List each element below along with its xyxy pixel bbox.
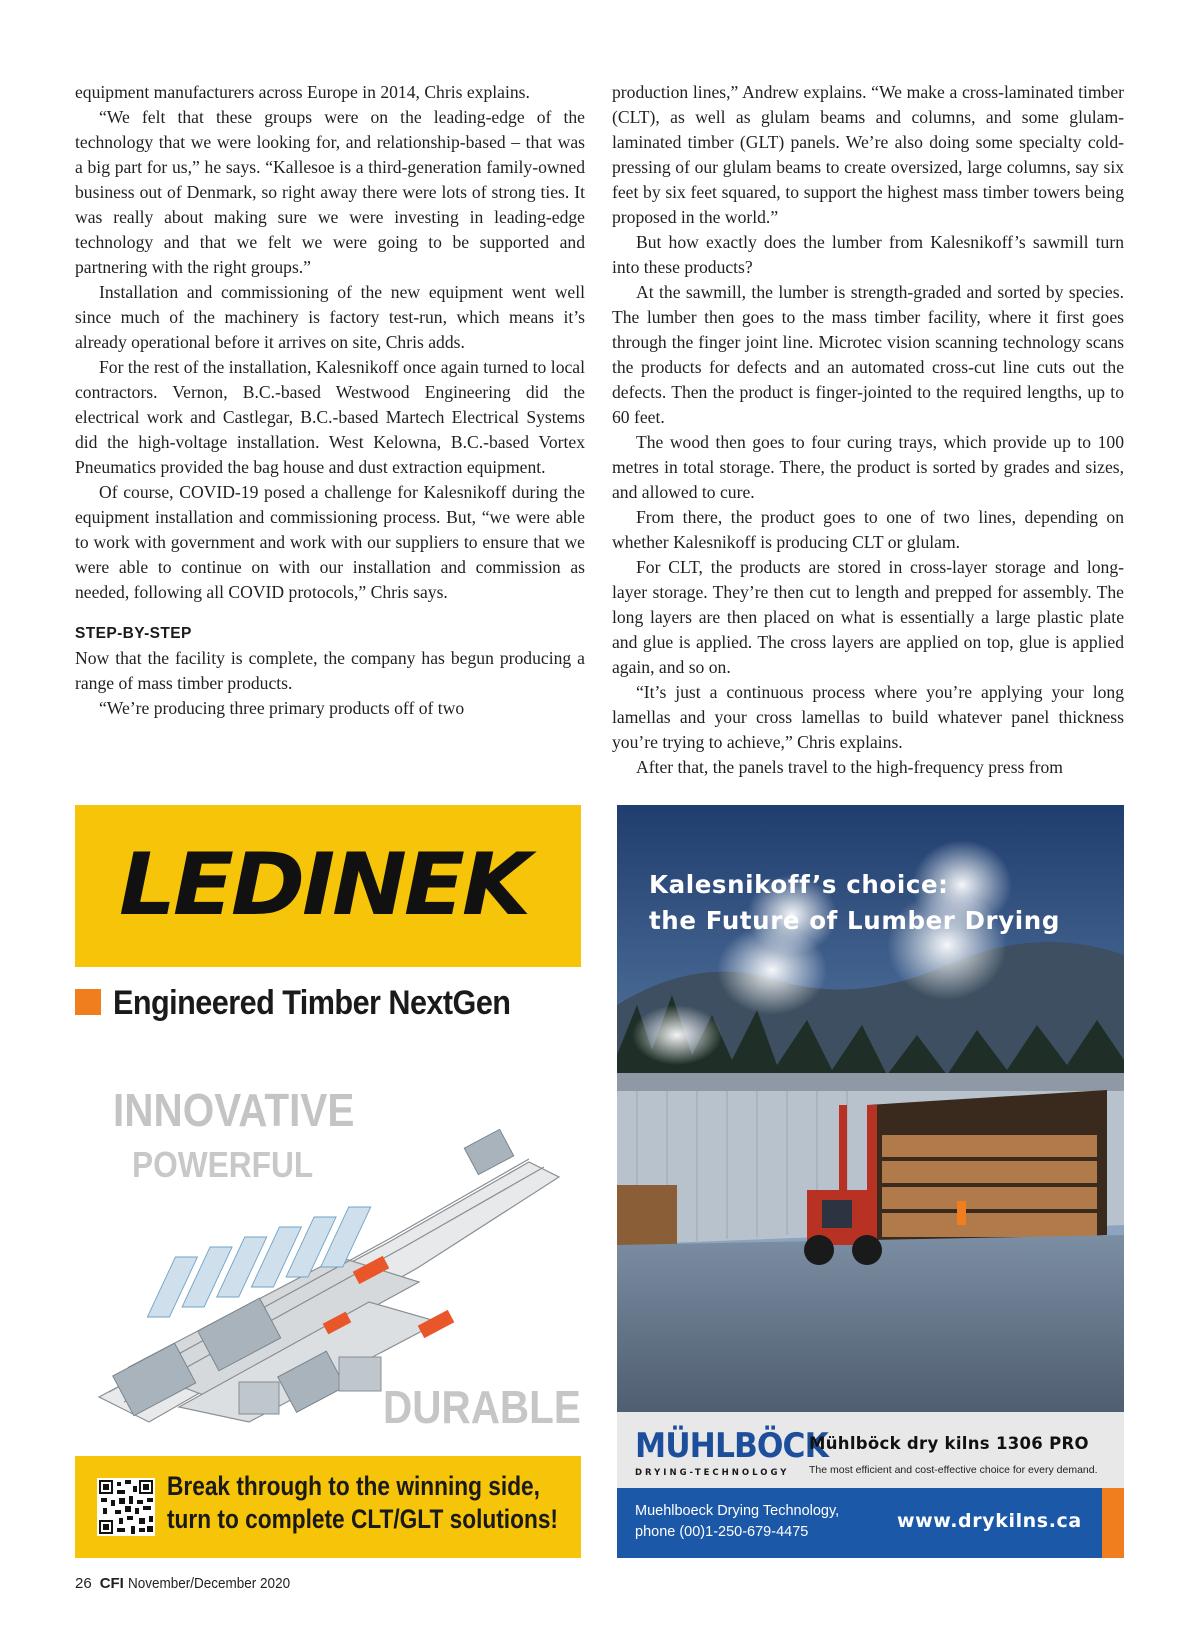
page-number: 26	[75, 1575, 92, 1592]
muhlbock-product-name: Mühlböck dry kilns 1306 PRO	[809, 1434, 1089, 1453]
section-subhead: STEP-BY-STEP	[75, 625, 192, 642]
paragraph: “It’s just a continuous process where you’re applying your long lamellas and your cross lamellas to build whatever panel thickness you’re trying to achieve,” Chris explains.	[612, 682, 1124, 752]
paragraph: Now that the facility is complete, the company has begun producing a range of mass timber products.	[75, 648, 585, 693]
word-powerful: POWERFUL	[132, 1144, 314, 1185]
article-column-left	[75, 80, 585, 721]
muhlbock-product-description: The most efficient and cost-effective choice for every demand.	[809, 1464, 1098, 1476]
muhlbock-product-band	[617, 1412, 1124, 1488]
paragraph: The wood then goes to four curing trays, which provide up to 100 metres in total storage. There, the product is sorted by grades and sizes, and allowed to cure.	[612, 432, 1124, 502]
paragraph: “We’re producing three primary products off of two	[99, 698, 465, 718]
article-column-right	[612, 80, 1124, 780]
paragraph: “We felt that these groups were on the leading-edge of the technology that we were looking for, and relationship-based – that was a big part for us,” he says. “Kallesoe is a third-generation family-owned business out of Denmark, so right away there were lots of strong ties. It was really about making sure we were investing in leading-edge technology and that we felt we were going to be supported and partnering with the right groups.”	[75, 107, 585, 277]
paragraph: For CLT, the products are stored in cross-layer storage and long-layer storage. They’re then cut to length and prepped for assembly. The long layers are then placed on what is essentially a large plastic plate and glue is applied. The cross layers are applied on top, glue is applied again, and so on.	[612, 557, 1124, 677]
orange-accent-bar	[1102, 1488, 1124, 1558]
muhlbock-logo: MÜHLBÖCK	[635, 1426, 828, 1466]
paragraph: From there, the product goes to one of two lines, depending on whether Kalesnikoff is producing CLT or glulam.	[612, 507, 1124, 552]
qr-code-icon[interactable]	[97, 1478, 155, 1536]
word-innovative: INNOVATIVE	[113, 1084, 355, 1136]
ledinek-header-band	[75, 805, 581, 967]
paragraph: production lines,” Andrew explains. “We make a cross-laminated timber (CLT), as well as glulam beams and columns, and some glulam-laminated timber (GLT) panels. We’re also doing some specialty cold-pressing of our glulam beams to create oversized, large columns, say six feet by six feet squared, to support the highest mass timber towers being proposed in the world.”	[612, 82, 1124, 227]
muhlbock-contact-band	[617, 1488, 1124, 1558]
ledinek-footer-band	[75, 1456, 581, 1558]
paragraph: Of course, COVID-19 posed a challenge for Kalesnikoff during the equipment installation and commissioning process. But, “we were able to work with government and work with our suppliers to ensure that we were able to continue on with our installation and commission as needed, following all COVID protocols,” Chris says.	[75, 482, 585, 602]
muhlbock-contact: Muehlboeck Drying Technology, phone (00)1-250-679-4475	[635, 1501, 839, 1543]
paragraph: After that, the panels travel to the high-frequency press from	[636, 757, 1063, 777]
issue-date: November/December 2020	[127, 1575, 290, 1592]
paragraph: But how exactly does the lumber from Kalesnikoff’s sawmill turn into these products?	[612, 232, 1124, 277]
ledinek-tagline: Engineered Timber NextGen	[113, 984, 511, 1022]
muhlbock-advertisement[interactable]	[617, 805, 1124, 1558]
muhlbock-logo-subtitle: DRYING-TECHNOLOGY	[635, 1468, 790, 1478]
ledinek-logo: LEDINEK	[119, 835, 529, 935]
paragraph: At the sawmill, the lumber is strength-graded and sorted by species. The lumber then goes to the mass timber facility, where it first goes through the finger joint line. Microtec vision scanning technology scans the products for defects and an automated cross-cut line cuts out the defects. Then the product is finger-jointed to the required lengths, up to 60 feet.	[612, 282, 1124, 427]
orange-square-icon	[75, 989, 101, 1015]
phone-number[interactable]: phone (00)1-250-679-4475	[635, 1524, 809, 1540]
website-link[interactable]: www.drykilns.ca	[897, 1510, 1082, 1532]
ledinek-call-to-action: Break through to the winning side, turn to complete CLT/GLT solutions!	[167, 1471, 558, 1534]
magazine-name: CFI	[99, 1575, 124, 1592]
ledinek-advertisement[interactable]	[75, 805, 581, 1558]
word-durable: DURABLE	[383, 1381, 581, 1433]
paragraph: Installation and commissioning of the new equipment went well since much of the machinery is factory test-run, which means it’s already operational before it arrives on site, Chris adds.	[75, 282, 585, 352]
paragraph: For the rest of the installation, Kalesnikoff once again turned to local contractors. Vernon, B.C.-based Westwood Engineering did the electrical work and Castlegar, B.C.-based Martech Electrical Systems did the high-voltage installation. West Kelowna, B.C.-based Vortex Pneumatics provided the bag house and dust extraction equipment.	[75, 357, 585, 477]
muhlbock-headline: Kalesnikoff’s choice: the Future of Lumber Drying	[649, 870, 1060, 935]
page-footer	[75, 1574, 308, 1594]
paragraph: equipment manufacturers across Europe in 2014, Chris explains.	[75, 82, 530, 102]
